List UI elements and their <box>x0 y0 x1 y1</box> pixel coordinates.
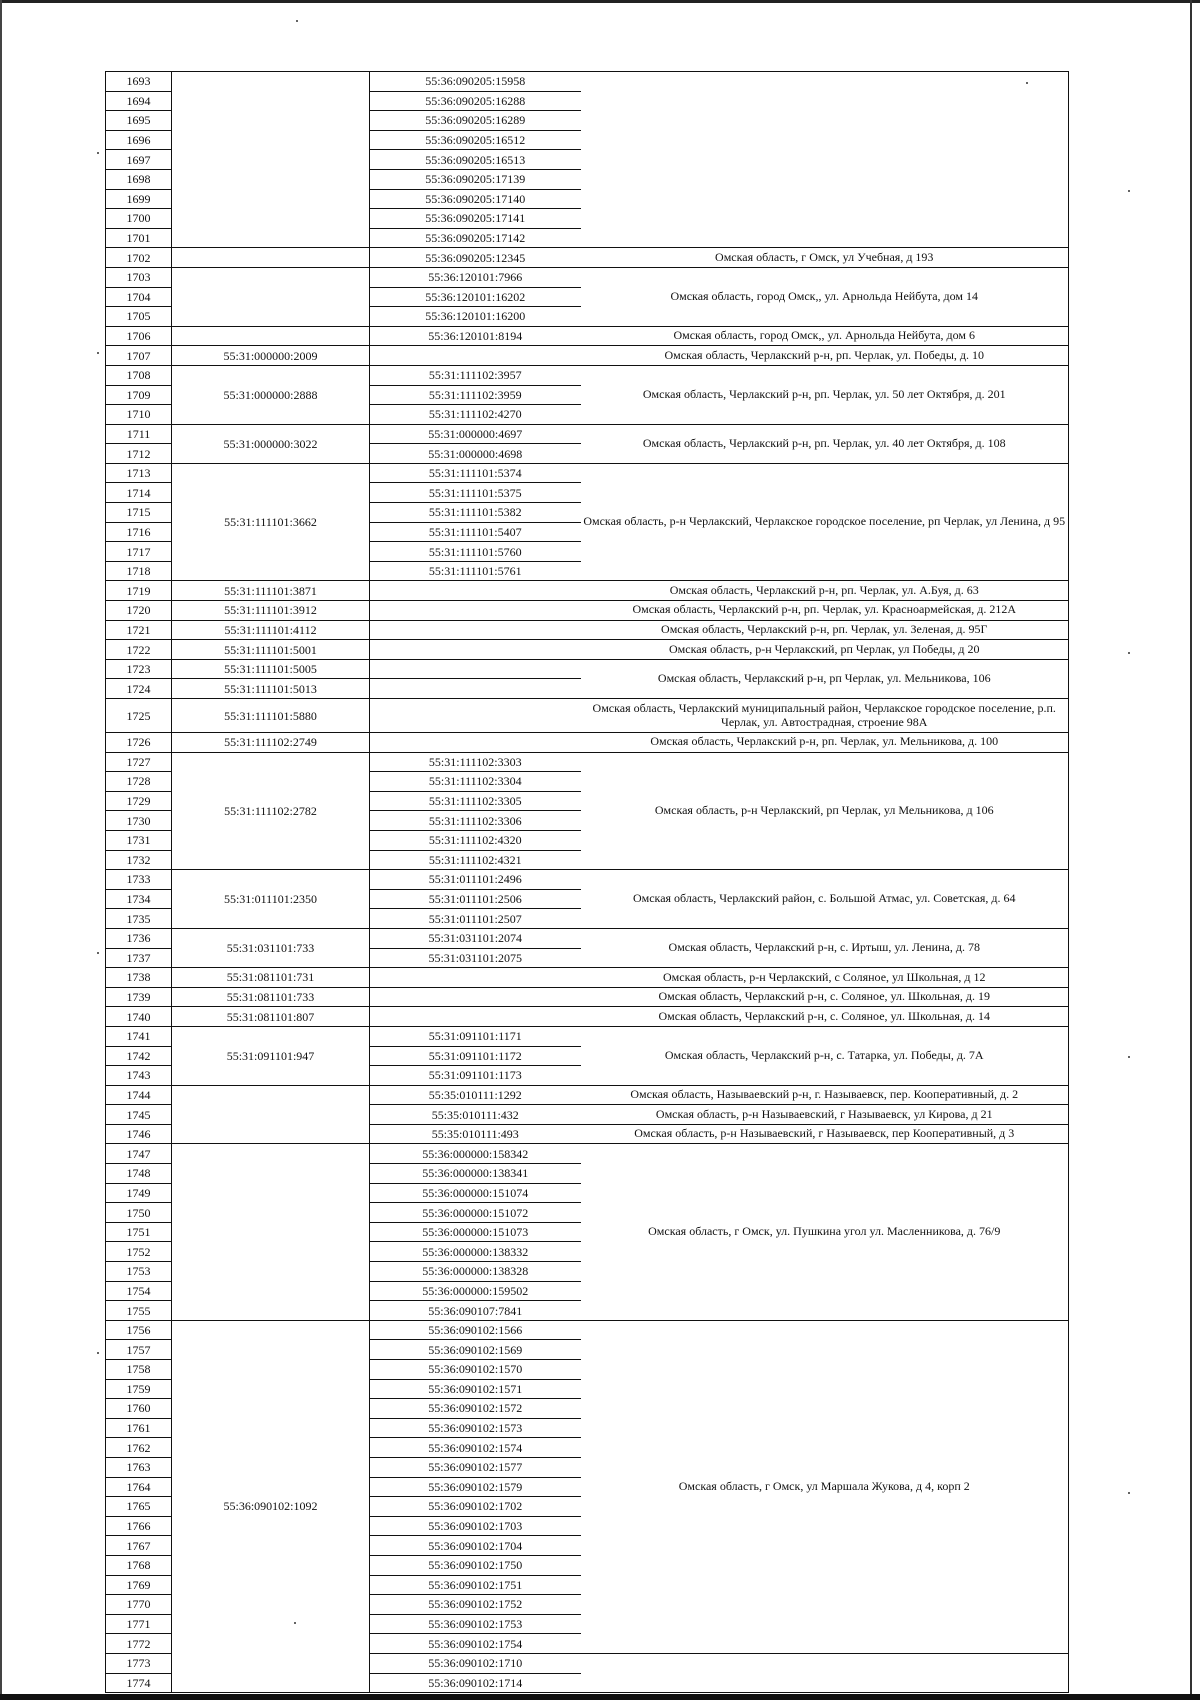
row-number: 1741 <box>106 1026 172 1046</box>
row-number: 1750 <box>106 1203 172 1223</box>
row-number: 1728 <box>106 772 172 792</box>
object-cadastral-number <box>370 733 581 753</box>
object-cadastral-number: 55:31:011101:2496 <box>370 870 581 890</box>
object-cadastral-number: 55:31:111102:3957 <box>370 365 581 385</box>
object-cadastral-number: 55:36:120101:16200 <box>370 307 581 327</box>
object-cadastral-number <box>370 968 581 988</box>
object-cadastral-number: 55:31:111101:5382 <box>370 503 581 523</box>
scan-speck <box>97 352 99 354</box>
row-number: 1772 <box>106 1634 172 1654</box>
scan-speck <box>97 152 99 154</box>
object-cadastral-number: 55:36:090205:16289 <box>370 111 581 131</box>
cadastral-number-cell: 55:31:111102:2749 <box>172 733 370 753</box>
row-number: 1710 <box>106 405 172 425</box>
table-row <box>106 620 1069 640</box>
address-cell: Омская область, г Омск, ул. Пушкина угол ул. Масленникова, д. 76/9 <box>581 1144 1069 1320</box>
object-cadastral-number: 55:36:090102:1704 <box>370 1536 581 1556</box>
scan-speck <box>1128 1056 1130 1058</box>
row-number: 1724 <box>106 679 172 699</box>
object-cadastral-number: 55:36:090205:15958 <box>370 72 581 92</box>
object-cadastral-number <box>370 601 581 621</box>
row-number: 1753 <box>106 1262 172 1282</box>
row-number: 1732 <box>106 850 172 870</box>
row-number: 1719 <box>106 581 172 601</box>
address-cell: Омская область, Черлакский р-н, рп. Черлак, ул. А.Буя, д. 63 <box>581 581 1069 601</box>
row-number: 1697 <box>106 150 172 170</box>
row-number: 1707 <box>106 346 172 366</box>
cadastral-number-cell <box>172 1085 370 1144</box>
row-number: 1709 <box>106 385 172 405</box>
row-number: 1695 <box>106 111 172 131</box>
row-number: 1740 <box>106 1007 172 1027</box>
row-number: 1718 <box>106 561 172 581</box>
address-cell: Омская область, Черлакский р-н, рп Черлак, ул. Мельникова, 106 <box>581 659 1069 698</box>
row-number: 1752 <box>106 1242 172 1262</box>
cadastral-number-cell: 55:31:111101:5005 <box>172 659 370 679</box>
object-cadastral-number: 55:36:090102:1752 <box>370 1595 581 1615</box>
address-cell <box>581 1653 1069 1692</box>
address-cell: Омская область, Черлакский р-н, рп. Черлак, ул. 40 лет Октября, д. 108 <box>581 424 1069 463</box>
object-cadastral-number: 55:36:090102:1574 <box>370 1438 581 1458</box>
row-number: 1774 <box>106 1673 172 1693</box>
row-number: 1714 <box>106 483 172 503</box>
object-cadastral-number: 55:31:111101:5375 <box>370 483 581 503</box>
object-cadastral-number: 55:36:000000:151072 <box>370 1203 581 1223</box>
object-cadastral-number: 55:36:120101:8194 <box>370 326 581 346</box>
row-number: 1736 <box>106 928 172 948</box>
cadastral-table <box>105 71 1069 1693</box>
row-number: 1755 <box>106 1301 172 1321</box>
table-row <box>106 72 1069 92</box>
table-row <box>106 640 1069 660</box>
object-cadastral-number: 55:36:090102:1750 <box>370 1555 581 1575</box>
table-row <box>106 346 1069 366</box>
row-number: 1764 <box>106 1477 172 1497</box>
scan-speck <box>1128 652 1130 654</box>
row-number: 1717 <box>106 542 172 562</box>
object-cadastral-number: 55:36:090205:16512 <box>370 130 581 150</box>
object-cadastral-number: 55:31:091101:1172 <box>370 1046 581 1066</box>
table-row <box>106 248 1069 268</box>
row-number: 1703 <box>106 267 172 287</box>
table-row <box>106 267 1069 287</box>
address-cell: Омская область, Черлакский р-н, рп. Черлак, ул. Мельникова, д. 100 <box>581 733 1069 753</box>
object-cadastral-number <box>370 346 581 366</box>
row-number: 1773 <box>106 1653 172 1673</box>
cadastral-number-cell <box>172 1144 370 1320</box>
object-cadastral-number: 55:31:091101:1173 <box>370 1066 581 1086</box>
object-cadastral-number: 55:36:000000:138332 <box>370 1242 581 1262</box>
row-number: 1737 <box>106 948 172 968</box>
row-number: 1769 <box>106 1575 172 1595</box>
row-number: 1729 <box>106 791 172 811</box>
row-number: 1716 <box>106 522 172 542</box>
address-cell: Омская область, г Омск, ул Учебная, д 193 <box>581 248 1069 268</box>
address-cell: Омская область, город Омск,, ул. Арнольда Нейбута, дом 6 <box>581 326 1069 346</box>
object-cadastral-number: 55:36:090102:1702 <box>370 1497 581 1517</box>
object-cadastral-number: 55:36:090205:17139 <box>370 169 581 189</box>
cadastral-number-cell: 55:31:011101:2350 <box>172 870 370 929</box>
table-row <box>106 987 1069 1007</box>
object-cadastral-number: 55:31:011101:2507 <box>370 909 581 929</box>
row-number: 1725 <box>106 699 172 733</box>
cadastral-number-cell: 55:31:111101:3662 <box>172 463 370 581</box>
scan-speck <box>296 20 298 22</box>
object-cadastral-number: 55:36:000000:158342 <box>370 1144 581 1164</box>
row-number: 1713 <box>106 463 172 483</box>
row-number: 1706 <box>106 326 172 346</box>
object-cadastral-number <box>370 699 581 733</box>
object-cadastral-number: 55:36:090107:7841 <box>370 1301 581 1321</box>
address-cell: Омская область, Называевский р-н, г. Называевск, пер. Кооперативный, д. 2 <box>581 1085 1069 1105</box>
page-edge <box>0 1694 1200 1700</box>
cadastral-number-cell: 55:36:090102:1092 <box>172 1320 370 1692</box>
row-number: 1693 <box>106 72 172 92</box>
row-number: 1765 <box>106 1497 172 1517</box>
row-number: 1739 <box>106 987 172 1007</box>
row-number: 1746 <box>106 1124 172 1144</box>
address-cell: Омская область, Черлакский р-н, рп. Черлак, ул. 50 лет Октября, д. 201 <box>581 365 1069 424</box>
object-cadastral-number: 55:36:090205:17142 <box>370 228 581 248</box>
object-cadastral-number: 55:35:010111:1292 <box>370 1085 581 1105</box>
address-cell: Омская область, Черлакский р-н, с. Татарка, ул. Победы, д. 7А <box>581 1026 1069 1085</box>
object-cadastral-number: 55:36:090102:1577 <box>370 1457 581 1477</box>
cadastral-number-cell: 55:31:031101:733 <box>172 928 370 967</box>
object-cadastral-number: 55:36:090102:1751 <box>370 1575 581 1595</box>
object-cadastral-number: 55:36:090102:1710 <box>370 1653 581 1673</box>
row-number: 1743 <box>106 1066 172 1086</box>
object-cadastral-number: 55:36:090102:1714 <box>370 1673 581 1693</box>
row-number: 1738 <box>106 968 172 988</box>
object-cadastral-number <box>370 640 581 660</box>
row-number: 1694 <box>106 91 172 111</box>
row-number: 1721 <box>106 620 172 640</box>
object-cadastral-number: 55:31:031101:2074 <box>370 928 581 948</box>
object-cadastral-number: 55:36:090102:1571 <box>370 1379 581 1399</box>
object-cadastral-number: 55:35:010111:493 <box>370 1124 581 1144</box>
row-number: 1748 <box>106 1164 172 1184</box>
row-number: 1715 <box>106 503 172 523</box>
object-cadastral-number: 55:36:090102:1579 <box>370 1477 581 1497</box>
row-number: 1723 <box>106 659 172 679</box>
row-number: 1751 <box>106 1222 172 1242</box>
address-cell: Омская область, р-н Черлакский, Черлакское городское поселение, рп Черлак, ул Ленина, д 95 <box>581 463 1069 581</box>
object-cadastral-number: 55:31:091101:1171 <box>370 1026 581 1046</box>
address-cell: Омская область, р-н Черлакский, рп Черлак, ул Победы, д 20 <box>581 640 1069 660</box>
row-number: 1749 <box>106 1183 172 1203</box>
row-number: 1757 <box>106 1340 172 1360</box>
object-cadastral-number: 55:36:090102:1570 <box>370 1360 581 1380</box>
object-cadastral-number <box>370 1007 581 1027</box>
row-number: 1698 <box>106 169 172 189</box>
object-cadastral-number: 55:31:111102:4270 <box>370 405 581 425</box>
table-row <box>106 699 1069 733</box>
table-row <box>106 1007 1069 1027</box>
table-row <box>106 581 1069 601</box>
row-number: 1768 <box>106 1555 172 1575</box>
row-number: 1708 <box>106 365 172 385</box>
page-edge <box>1190 0 1192 1700</box>
cadastral-number-cell: 55:31:000000:2009 <box>172 346 370 366</box>
row-number: 1759 <box>106 1379 172 1399</box>
row-number: 1711 <box>106 424 172 444</box>
table-row <box>106 870 1069 890</box>
object-cadastral-number: 55:36:000000:151074 <box>370 1183 581 1203</box>
address-cell: Омская область, Черлакский район, с. Большой Атмас, ул. Советская, д. 64 <box>581 870 1069 929</box>
object-cadastral-number: 55:36:090102:1754 <box>370 1634 581 1654</box>
address-cell <box>581 72 1069 248</box>
row-number: 1733 <box>106 870 172 890</box>
object-cadastral-number: 55:36:090102:1753 <box>370 1614 581 1634</box>
object-cadastral-number <box>370 581 581 601</box>
row-number: 1705 <box>106 307 172 327</box>
table-row <box>106 601 1069 621</box>
row-number: 1712 <box>106 444 172 464</box>
row-number: 1760 <box>106 1399 172 1419</box>
row-number: 1730 <box>106 811 172 831</box>
table-row <box>106 752 1069 772</box>
row-number: 1756 <box>106 1320 172 1340</box>
table-row <box>106 463 1069 483</box>
page-edge <box>0 0 1200 3</box>
cadastral-number-cell: 55:31:111101:5013 <box>172 679 370 699</box>
address-cell: Омская область, Черлакский р-н, с. Иртыш, ул. Ленина, д. 78 <box>581 928 1069 967</box>
row-number: 1767 <box>106 1536 172 1556</box>
address-cell: Омская область, Черлакский муниципальный район, Черлакское городское поселение, р.п. Черлак, ул. Автострадная, строение 98А <box>581 699 1069 733</box>
address-cell: Омская область, Черлакский р-н, рп. Черлак, ул. Красноармейская, д. 212А <box>581 601 1069 621</box>
table-row <box>106 1144 1069 1164</box>
row-number: 1745 <box>106 1105 172 1125</box>
row-number: 1758 <box>106 1360 172 1380</box>
table-row <box>106 733 1069 753</box>
row-number: 1761 <box>106 1418 172 1438</box>
scan-speck <box>97 952 99 954</box>
table-row <box>106 928 1069 948</box>
cadastral-number-cell: 55:31:081101:733 <box>172 987 370 1007</box>
object-cadastral-number: 55:31:031101:2075 <box>370 948 581 968</box>
address-cell: Омская область, Черлакский р-н, рп. Черлак, ул. Победы, д. 10 <box>581 346 1069 366</box>
cadastral-number-cell <box>172 326 370 346</box>
table-row <box>106 968 1069 988</box>
row-number: 1726 <box>106 733 172 753</box>
row-number: 1696 <box>106 130 172 150</box>
cadastral-number-cell: 55:31:111102:2782 <box>172 752 370 870</box>
row-number: 1762 <box>106 1438 172 1458</box>
object-cadastral-number: 55:31:000000:4698 <box>370 444 581 464</box>
object-cadastral-number: 55:31:111101:5761 <box>370 561 581 581</box>
cadastral-number-cell <box>172 248 370 268</box>
object-cadastral-number: 55:36:090205:16288 <box>370 91 581 111</box>
address-cell: Омская область, Черлакский р-н, с. Соляное, ул. Школьная, д. 14 <box>581 1007 1069 1027</box>
table-row <box>106 326 1069 346</box>
table-row <box>106 1320 1069 1340</box>
table-row <box>106 1026 1069 1046</box>
row-number: 1735 <box>106 909 172 929</box>
cadastral-number-cell: 55:31:111101:5880 <box>172 699 370 733</box>
row-number: 1727 <box>106 752 172 772</box>
scan-speck <box>1128 190 1130 192</box>
object-cadastral-number: 55:36:090102:1566 <box>370 1320 581 1340</box>
object-cadastral-number: 55:31:111102:3303 <box>370 752 581 772</box>
object-cadastral-number: 55:36:000000:138328 <box>370 1262 581 1282</box>
address-cell: Омская область, р-н Черлакский, с Соляное, ул Школьная, д 12 <box>581 968 1069 988</box>
cadastral-table-body <box>106 72 1069 1693</box>
page-edge <box>0 0 2 1700</box>
table-row <box>106 1085 1069 1105</box>
cadastral-number-cell: 55:31:091101:947 <box>172 1026 370 1085</box>
object-cadastral-number: 55:36:120101:7966 <box>370 267 581 287</box>
row-number: 1770 <box>106 1595 172 1615</box>
object-cadastral-number: 55:36:000000:159502 <box>370 1281 581 1301</box>
object-cadastral-number: 55:31:111102:3959 <box>370 385 581 405</box>
object-cadastral-number <box>370 620 581 640</box>
cadastral-number-cell: 55:31:000000:3022 <box>172 424 370 463</box>
object-cadastral-number: 55:31:111102:3304 <box>370 772 581 792</box>
object-cadastral-number: 55:31:111102:3305 <box>370 791 581 811</box>
scan-speck <box>97 1352 99 1354</box>
object-cadastral-number: 55:35:010111:432 <box>370 1105 581 1125</box>
row-number: 1720 <box>106 601 172 621</box>
cadastral-number-cell: 55:31:081101:807 <box>172 1007 370 1027</box>
object-cadastral-number: 55:36:000000:151073 <box>370 1222 581 1242</box>
address-cell: Омская область, р-н Называевский, г Называевск, ул Кирова, д 21 <box>581 1105 1069 1125</box>
object-cadastral-number: 55:36:090205:17141 <box>370 209 581 229</box>
address-cell: Омская область, р-н Называевский, г Называевск, пер Кооперативный, д 3 <box>581 1124 1069 1144</box>
row-number: 1700 <box>106 209 172 229</box>
object-cadastral-number: 55:31:111101:5374 <box>370 463 581 483</box>
scan-speck <box>1128 1492 1130 1494</box>
address-cell: Омская область, Черлакский р-н, с. Соляное, ул. Школьная, д. 19 <box>581 987 1069 1007</box>
row-number: 1704 <box>106 287 172 307</box>
row-number: 1722 <box>106 640 172 660</box>
object-cadastral-number <box>370 987 581 1007</box>
address-cell: Омская область, город Омск,, ул. Арнольда Нейбута, дом 14 <box>581 267 1069 326</box>
object-cadastral-number: 55:36:090102:1573 <box>370 1418 581 1438</box>
object-cadastral-number: 55:36:000000:138341 <box>370 1164 581 1184</box>
address-cell: Омская область, г Омск, ул Маршала Жукова, д 4, корп 2 <box>581 1320 1069 1653</box>
row-number: 1766 <box>106 1516 172 1536</box>
row-number: 1771 <box>106 1614 172 1634</box>
cadastral-number-cell: 55:31:081101:731 <box>172 968 370 988</box>
object-cadastral-number <box>370 659 581 679</box>
row-number: 1731 <box>106 830 172 850</box>
object-cadastral-number: 55:36:090102:1569 <box>370 1340 581 1360</box>
object-cadastral-number: 55:31:111102:4320 <box>370 830 581 850</box>
object-cadastral-number: 55:36:090205:12345 <box>370 248 581 268</box>
object-cadastral-number: 55:36:090205:17140 <box>370 189 581 209</box>
table-row <box>106 659 1069 679</box>
table-row <box>106 365 1069 385</box>
cadastral-number-cell: 55:31:111101:5001 <box>172 640 370 660</box>
cadastral-number-cell: 55:31:000000:2888 <box>172 365 370 424</box>
cadastral-number-cell: 55:31:111101:3871 <box>172 581 370 601</box>
object-cadastral-number: 55:31:111101:5760 <box>370 542 581 562</box>
object-cadastral-number: 55:36:090102:1572 <box>370 1399 581 1419</box>
row-number: 1702 <box>106 248 172 268</box>
row-number: 1763 <box>106 1457 172 1477</box>
object-cadastral-number: 55:36:090205:16513 <box>370 150 581 170</box>
row-number: 1747 <box>106 1144 172 1164</box>
object-cadastral-number: 55:31:000000:4697 <box>370 424 581 444</box>
cadastral-number-cell: 55:31:111101:4112 <box>172 620 370 640</box>
row-number: 1754 <box>106 1281 172 1301</box>
object-cadastral-number: 55:31:111101:5407 <box>370 522 581 542</box>
cadastral-number-cell: 55:31:111101:3912 <box>172 601 370 621</box>
row-number: 1742 <box>106 1046 172 1066</box>
address-cell: Омская область, р-н Черлакский, рп Черлак, ул Мельникова, д 106 <box>581 752 1069 870</box>
object-cadastral-number: 55:36:120101:16202 <box>370 287 581 307</box>
object-cadastral-number: 55:31:111102:3306 <box>370 811 581 831</box>
row-number: 1701 <box>106 228 172 248</box>
cadastral-number-cell <box>172 72 370 248</box>
row-number: 1744 <box>106 1085 172 1105</box>
object-cadastral-number: 55:31:111102:4321 <box>370 850 581 870</box>
object-cadastral-number: 55:31:011101:2506 <box>370 889 581 909</box>
table-row <box>106 424 1069 444</box>
cadastral-number-cell <box>172 267 370 326</box>
object-cadastral-number <box>370 679 581 699</box>
row-number: 1699 <box>106 189 172 209</box>
object-cadastral-number: 55:36:090102:1703 <box>370 1516 581 1536</box>
row-number: 1734 <box>106 889 172 909</box>
address-cell: Омская область, Черлакский р-н, рп. Черлак, ул. Зеленая, д. 95Г <box>581 620 1069 640</box>
